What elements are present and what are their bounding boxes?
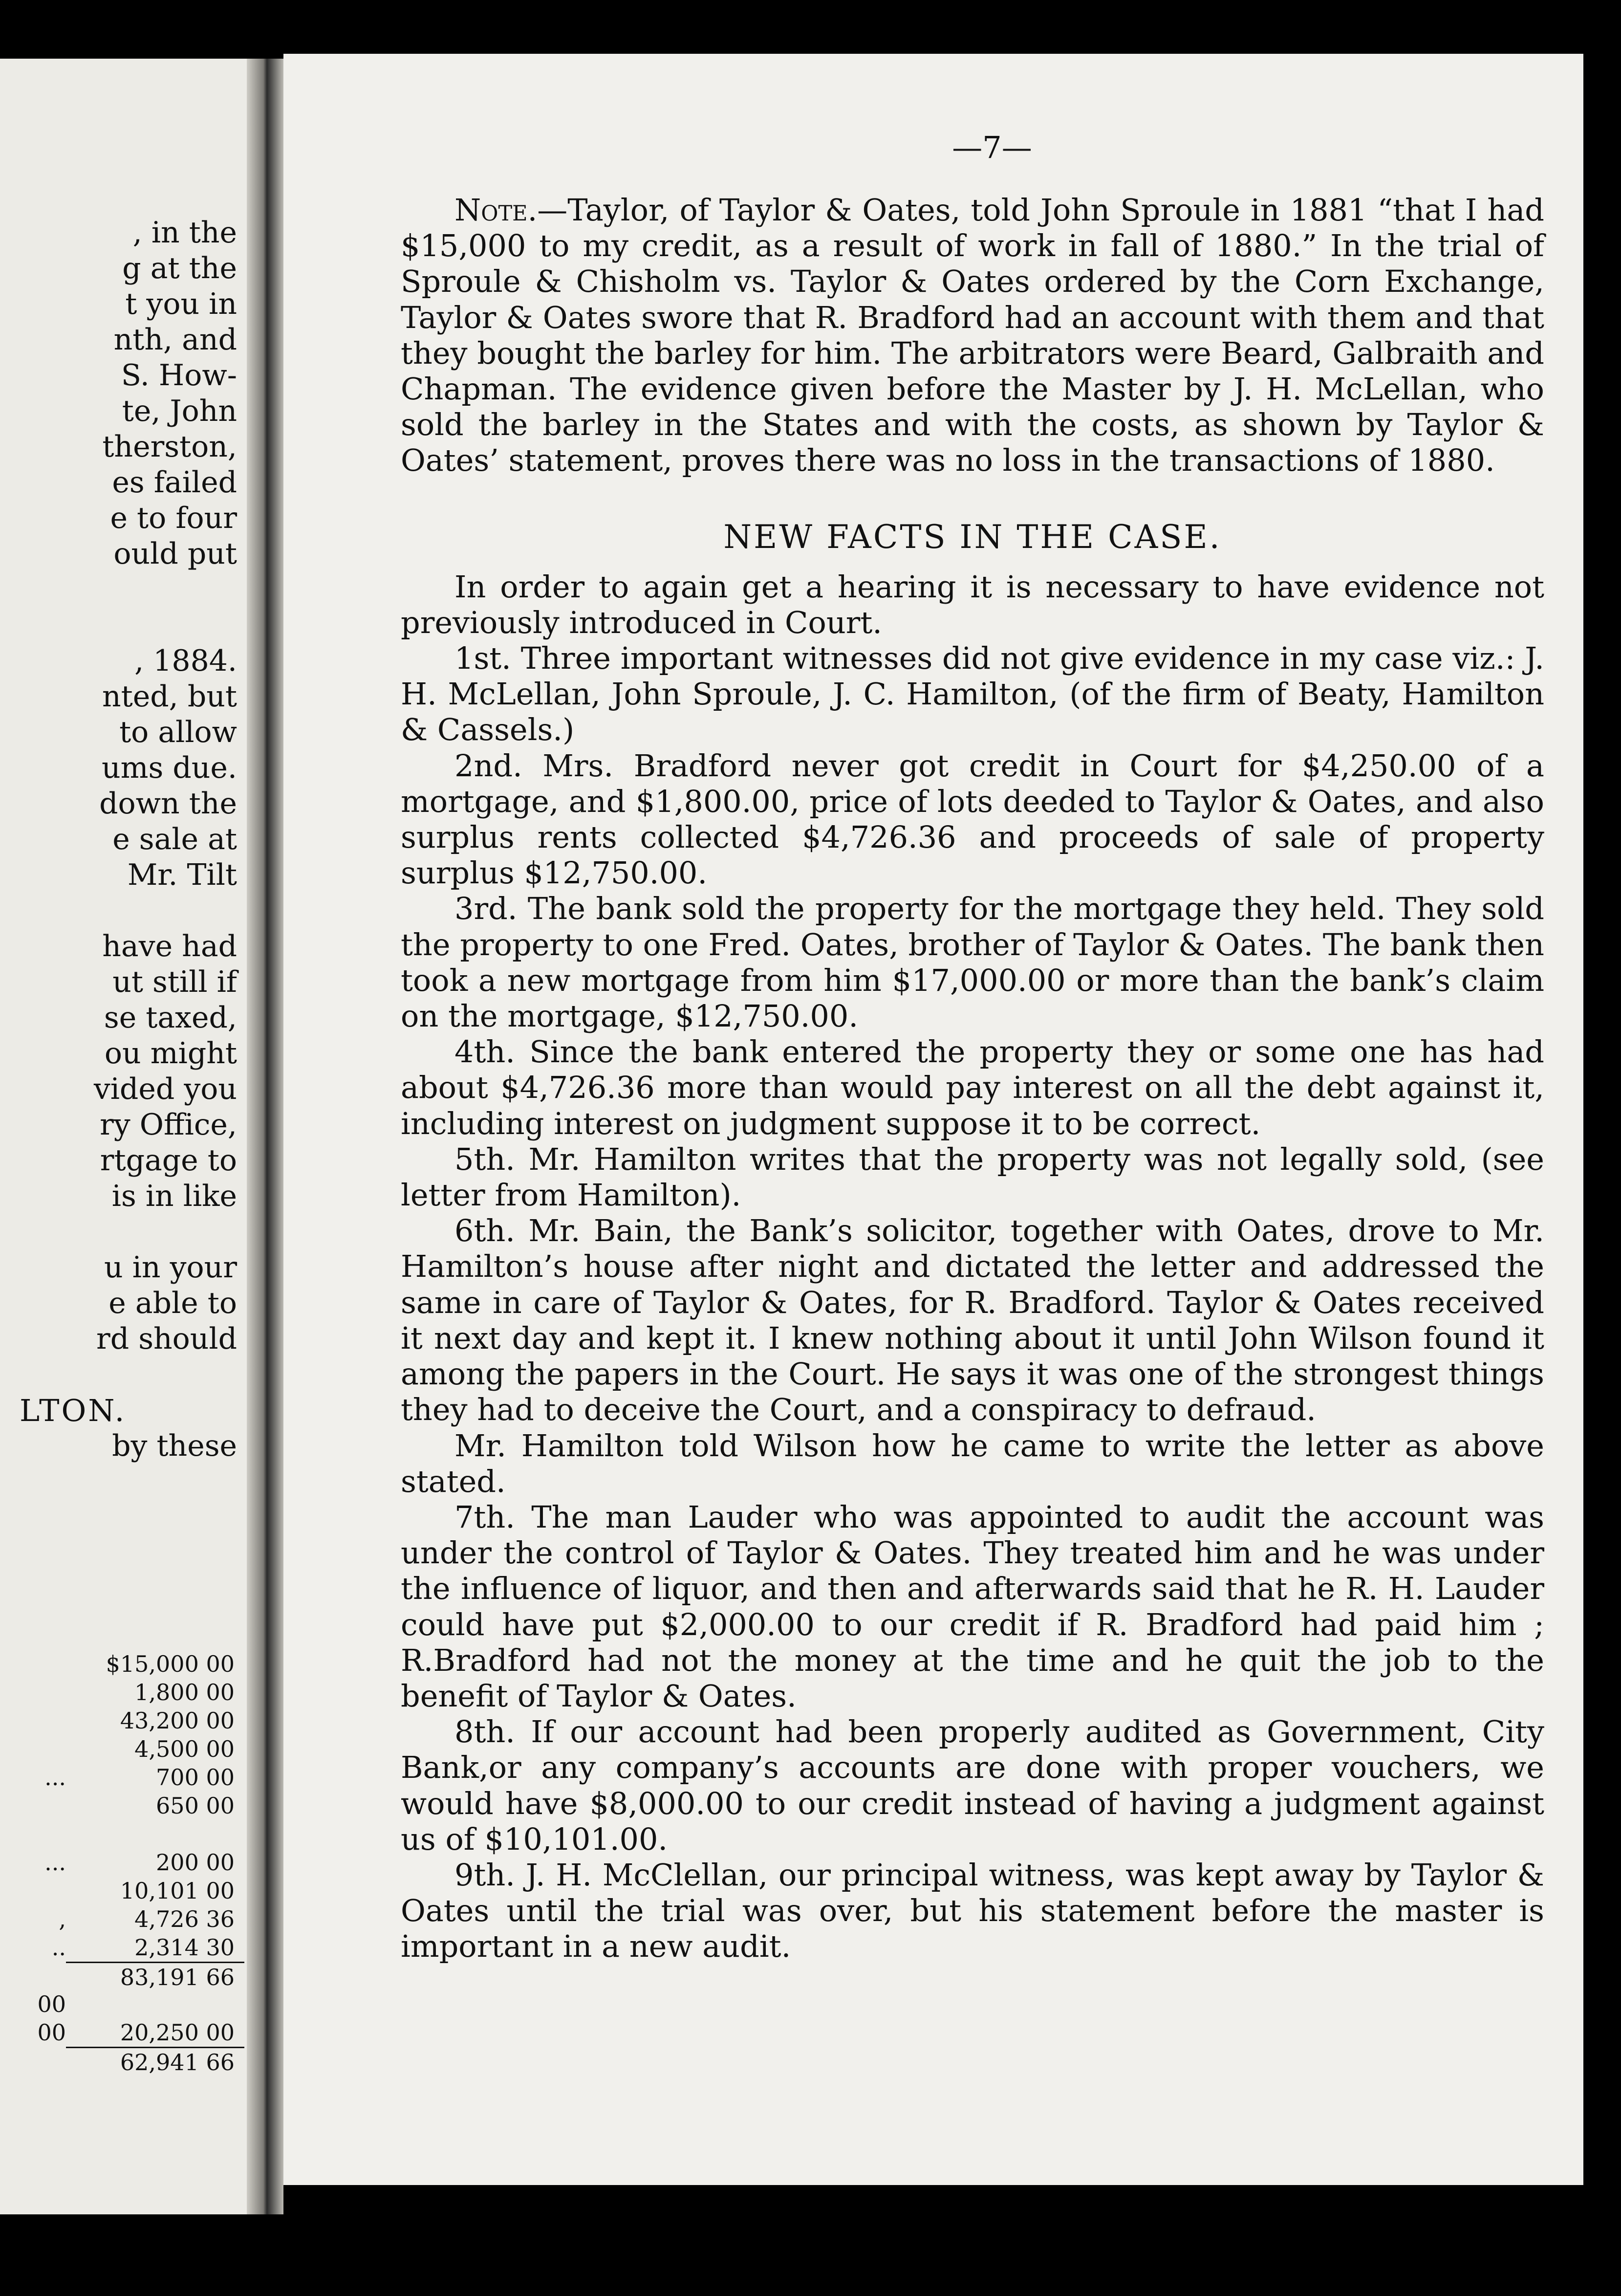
paragraph-9th: 9th. J. H. McClellan, our principal witness, was kept away by Taylor & Oates until the trial was over, but his statement before the master is important in a new audit. [401, 1857, 1544, 1965]
paragraph-4th: 4th. Since the bank entered the property they or some one has had about $4,726.36 more than would pay interest on all the debt against it, including interest on judgment suppose it to be correct. [401, 1034, 1544, 1141]
paragraph-3rd: 3rd. The bank sold the property for the mortgage they held. They sold the property to one Fred. Oates, brother of Taylor & Oates. The bank then took a new mortgage from him $17,000.00 or more than the bank’s claim on the mortgage, $12,750.00. [401, 891, 1544, 1034]
ledger-amount: 62,941 66 [66, 2047, 244, 2075]
ledger-left-cell: ... [44, 1849, 66, 1876]
left-line: ut still if [112, 965, 237, 999]
ledger-left-cell: 00 [37, 2019, 66, 2046]
ledger-row [0, 1678, 247, 1706]
left-line: have had [102, 929, 237, 963]
ledger-amount: $15,000 00 [106, 1651, 235, 1677]
left-line [0, 608, 247, 643]
note-paragraph [401, 192, 1544, 479]
left-line: Mr. Tilt [127, 858, 237, 892]
ledger-left-cell [0, 1962, 66, 1990]
left-line [0, 1214, 247, 1250]
left-line: is in like [111, 1179, 237, 1213]
ledger-amount: 650 00 [156, 1793, 235, 1819]
left-line: te, John [122, 394, 237, 428]
page-content [401, 130, 1544, 1965]
ledger-row [0, 1848, 247, 1877]
ledger-row [0, 1706, 247, 1735]
left-line: vided you [93, 1072, 237, 1106]
ledger-row [0, 1792, 247, 1820]
left-page-fragment [0, 59, 247, 2214]
ledger-row [0, 1877, 247, 1905]
left-line [0, 1357, 247, 1393]
left-line: LTON. [20, 1393, 127, 1428]
left-line: , in the [132, 216, 237, 250]
right-page [283, 54, 1583, 2185]
ledger-amount: 43,200 00 [120, 1707, 235, 1734]
left-line: rd should [96, 1322, 237, 1356]
left-line: nth, and [113, 323, 237, 357]
left-line: rtgage to [100, 1143, 237, 1178]
ledger-left-cell [0, 1650, 66, 1678]
paragraph-8th: 8th. If our account had been properly audited as Government, City Bank,or any company’s accounts are done with proper vouchers, we would have $8,000.00 to our credit instead of having a judgment against us of $10,101.00. [401, 1714, 1544, 1857]
ledger-left-cell [0, 1678, 66, 1706]
left-line: ould put [113, 537, 237, 571]
ledger-left-cell [0, 2047, 66, 2075]
ledger-left-cell: .. [51, 1934, 66, 1961]
ledger-row [0, 1905, 247, 1933]
left-line: S. How- [121, 358, 237, 393]
left-page-text [0, 215, 247, 1464]
left-line: ry Office, [100, 1108, 237, 1142]
ledger-left-cell: , [59, 1906, 66, 1932]
left-line [0, 572, 247, 608]
left-line: , 1884. [134, 644, 237, 678]
left-line: u in your [104, 1250, 237, 1285]
paragraph-2nd: 2nd. Mrs. Bradford never got credit in Court for $4,250.00 of a mortgage, and $1,800.00, price of lots deeded to Taylor & Oates, and also surplus rents collected $4,726.36 and proceeds of sale of property surplus $12,750.00. [401, 747, 1544, 891]
left-line: e to four [110, 501, 237, 535]
paragraph-6th: 6th. Mr. Bain, the Bank’s solicitor, together with Oates, drove to Mr. Hamilton’s house after night and dictated the letter and addressed the same in care of Taylor & Oates, for R. Bradford. Taylor & Oates received it next day and kept it. I knew nothing about it until John Wilson found it among the papers in the Court. He says it was one of the strongest things they had to deceive the Court, and a conspiracy to defraud. [401, 1213, 1544, 1428]
left-line: to allow [119, 715, 237, 749]
book-gutter [247, 59, 283, 2214]
ledger-row [0, 1990, 247, 2018]
ledger-left-cell: ... [44, 1764, 66, 1791]
ledger-amount: 20,250 00 [120, 2019, 235, 2046]
ledger-row [0, 1650, 247, 1678]
left-line: t you in [125, 287, 237, 321]
ledger-amount: 4,500 00 [134, 1736, 235, 1762]
paragraph-1st: 1st. Three important witnesses did not give evidence in my case viz.: J. H. McLellan, John Sproule, J. C. Hamilton, (of the firm of Beaty, Hamilton & Cassels.) [401, 640, 1544, 748]
left-page-ledger [0, 1650, 247, 2075]
paragraph-5th: 5th. Mr. Hamilton writes that the property was not legally sold, (see letter from Hamilton). [401, 1141, 1544, 1213]
ledger-amount: 83,191 66 [66, 1962, 244, 1990]
paragraph-hamilton: Mr. Hamilton told Wilson how he came to write the letter as above stated. [401, 1427, 1544, 1499]
paragraph-intro: In order to again get a hearing it is necessary to have evidence not previously introduced in Court. [401, 569, 1544, 640]
ledger-row [0, 1962, 247, 1990]
ledger-amount: 4,726 36 [134, 1906, 235, 1932]
ledger-row [0, 1820, 247, 1848]
page-number: —7— [952, 130, 1032, 165]
section-heading: NEW FACTS IN THE CASE. [723, 518, 1222, 556]
ledger-row [0, 2018, 247, 2047]
ledger-left-cell [0, 1820, 66, 1848]
ledger-amount: 2,314 30 [134, 1934, 235, 1961]
note-label: Note. [454, 192, 538, 228]
left-line [0, 893, 247, 929]
ledger-row [0, 1763, 247, 1792]
ledger-left-cell [0, 1706, 66, 1735]
ledger-amount: 10,101 00 [120, 1878, 235, 1904]
ledger-left-cell [0, 1792, 66, 1820]
ledger-row [0, 2047, 247, 2075]
ledger-row [0, 1735, 247, 1763]
ledger-amount: 200 00 [156, 1849, 235, 1876]
left-line: therston, [102, 430, 237, 464]
ledger-left-cell: 00 [37, 1991, 66, 2017]
ledger-left-cell [0, 1735, 66, 1763]
ledger-amount: 700 00 [156, 1764, 235, 1791]
left-line: ou might [104, 1036, 237, 1071]
left-line: by these [112, 1429, 237, 1463]
left-line: nted, but [102, 679, 237, 714]
left-line: down the [99, 787, 237, 821]
ledger-row [0, 1933, 247, 1962]
paragraph-7th: 7th. The man Lauder who was appointed to audit the account was under the control of Taylor & Oates. They treated him and he was under the influence of liquor, and then and afterwards said that he R. H. Lauder could have put $2,000.00 to our credit if R. Bradford had paid him ; R.Bradford had not the money at the time and he quit the job to the benefit of Taylor & Oates. [401, 1499, 1544, 1714]
ledger-left-cell [0, 1877, 66, 1905]
ledger-amount [66, 1990, 244, 2018]
ledger-amount: 1,800 00 [134, 1679, 235, 1706]
left-line: e sale at [112, 822, 237, 856]
left-line: es failed [112, 465, 237, 500]
left-line: se taxed, [104, 1001, 237, 1035]
left-line: ums due. [101, 751, 237, 785]
left-line: g at the [122, 251, 237, 285]
ledger-amount [66, 1820, 244, 1848]
left-line: e able to [108, 1286, 237, 1320]
note-text: —Taylor, of Taylor & Oates, told John Sproule in 1881 “that I had $15,000 to my credit, as a result of work in fall of 1880.” In the trial of Sproule & Chisholm vs. Taylor & Oates ordered by the Corn Exchange, Taylor & Oates swore that R. Bradford had an account with them and that they bought the barley for him. The arbitrators were Beard, Galbraith and Chapman. The evidence given before the Master by J. H. McLellan, who sold the barley in the States and with the costs, as shown by Taylor & Oates’ statement, proves there was no loss in the transactions of 1880. [401, 192, 1544, 479]
